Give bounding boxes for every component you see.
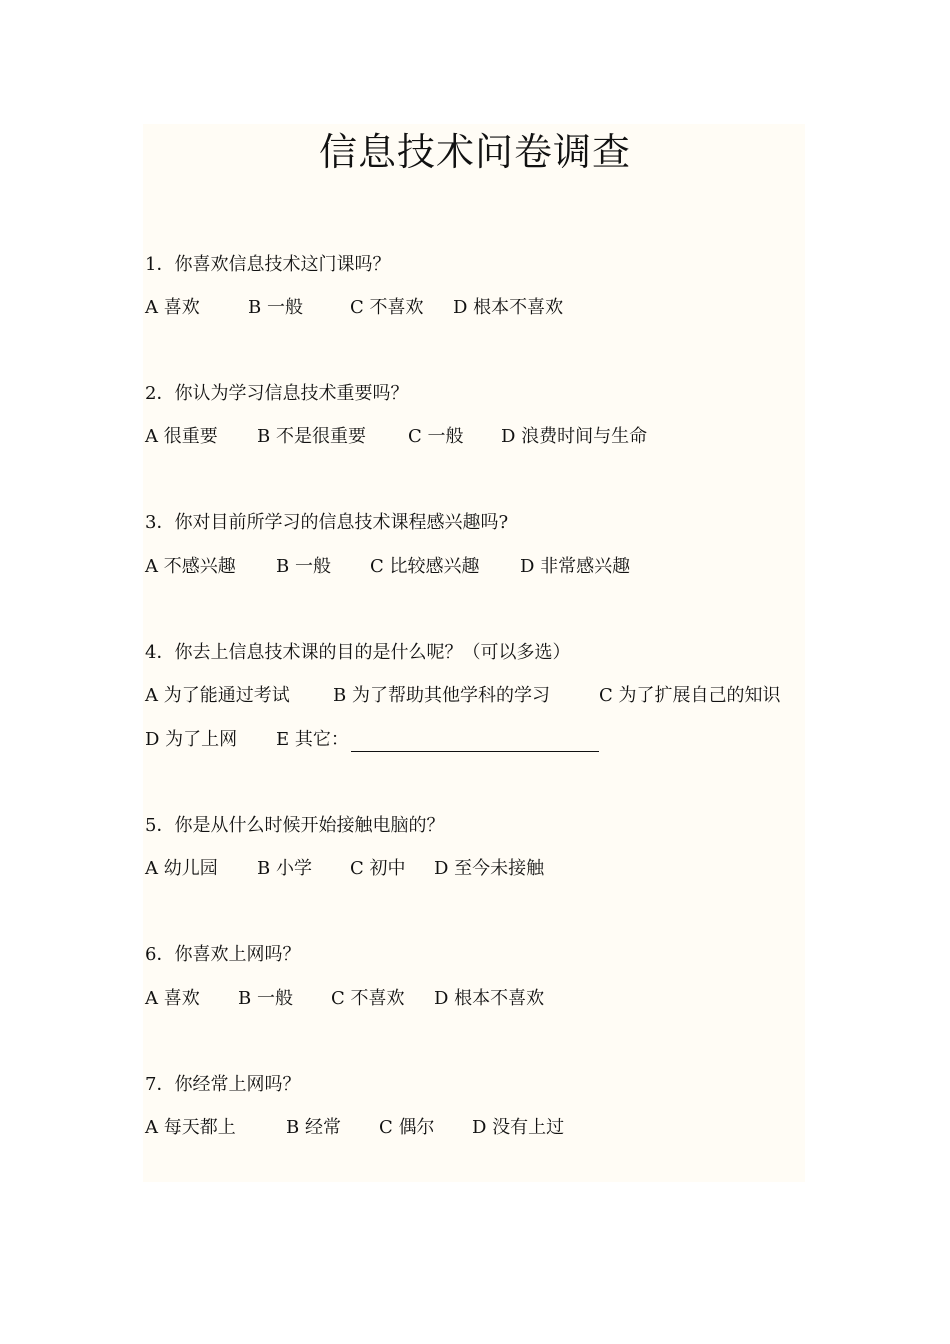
option-5a[interactable]: A 幼儿园 [145,858,218,879]
option-6d[interactable]: D 根本不喜欢 [434,988,545,1009]
option-2a[interactable]: A 很重要 [145,426,218,447]
option-1d[interactable]: D 根本不喜欢 [453,297,564,318]
option-2d[interactable]: D 浪费时间与生命 [501,426,648,447]
other-answer-blank[interactable] [351,731,599,752]
option-1a[interactable]: A 喜欢 [145,297,200,318]
option-4a[interactable]: A 为了能通过考试 [145,685,290,706]
question-1-options [145,296,805,320]
option-4e[interactable] [276,728,599,752]
option-6a[interactable]: A 喜欢 [145,988,200,1009]
option-2c[interactable]: C 一般 [408,426,464,447]
option-7c[interactable]: C 偶尔 [379,1117,435,1138]
question-3-options [145,555,805,579]
option-1b[interactable]: B 一般 [248,297,303,318]
option-7d[interactable]: D 没有上过 [472,1117,565,1138]
option-7b[interactable]: B 经常 [286,1117,341,1138]
option-4d[interactable]: D 为了上网 [145,729,238,750]
option-3d[interactable]: D 非常感兴趣 [520,556,631,577]
question-4-options-row1 [145,684,805,708]
question-4-text: 4．你去上信息技术课的目的是什么呢？（可以多选） [145,642,571,663]
page-title: 信息技术问卷调查 [318,130,631,174]
option-4e-label: E 其它： [276,729,349,750]
question-5-text: 5．你是从什么时候开始接触电脑的？ [145,815,445,836]
option-4b[interactable]: B 为了帮助其他学科的学习 [333,685,550,706]
option-6b[interactable]: B 一般 [238,988,293,1009]
question-6-text: 6．你喜欢上网吗？ [145,944,301,965]
option-6c[interactable]: C 不喜欢 [331,988,405,1009]
option-1c[interactable]: C 不喜欢 [350,297,424,318]
option-3b[interactable]: B 一般 [276,556,331,577]
question-3-text: 3．你对目前所学习的信息技术课程感兴趣吗? [145,512,509,533]
question-2-options [145,425,805,449]
option-3a[interactable]: A 不感兴趣 [145,556,236,577]
option-7a[interactable]: A 每天都上 [145,1117,236,1138]
option-4c[interactable]: C 为了扩展自己的知识 [599,685,781,706]
question-7-options [145,1116,805,1140]
question-5-options [145,857,805,881]
option-3c[interactable]: C 比较感兴趣 [370,556,480,577]
option-5d[interactable]: D 至今未接触 [434,858,545,879]
option-5b[interactable]: B 小学 [257,858,312,879]
question-7-text: 7．你经常上网吗？ [145,1074,301,1095]
question-1-text: 1．你喜欢信息技术这门课吗？ [145,254,391,275]
question-6-options [145,987,805,1011]
option-2b[interactable]: B 不是很重要 [257,426,366,447]
question-4-options-row2 [145,728,805,752]
option-5c[interactable]: C 初中 [350,858,406,879]
question-2-text: 2．你认为学习信息技术重要吗？ [145,383,409,404]
